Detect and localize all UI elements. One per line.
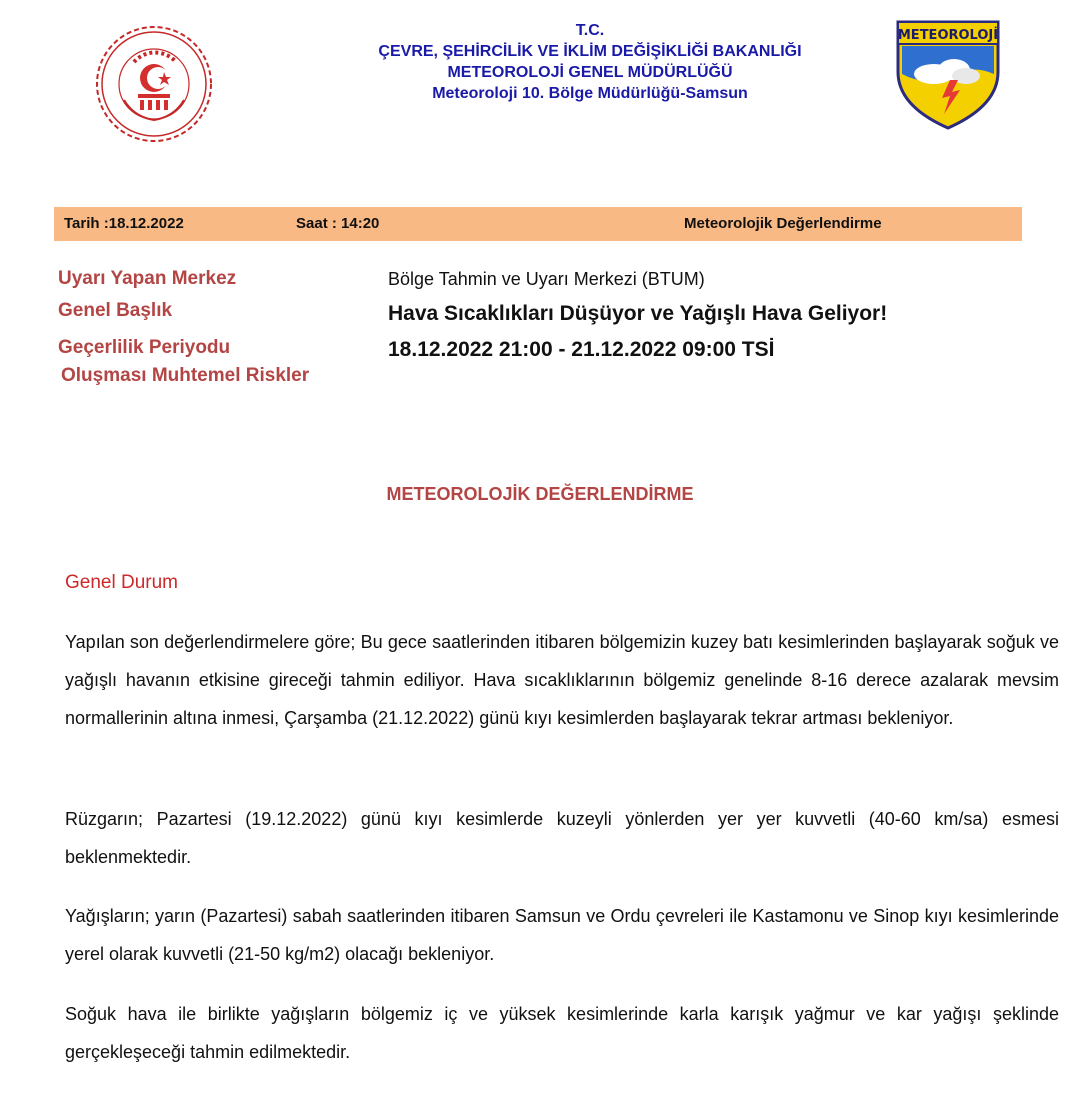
header-title-block [330, 20, 850, 104]
ministry-seal-logo [94, 22, 214, 146]
paragraph-2: Rüzgarın; Pazartesi (19.12.2022) günü kıyı kesimlerde kuzeyli yönlerden yer yer kuvvetli (40-60 km/sa) esmesi beklenmektedir. [65, 809, 1059, 867]
date-text: Tarih :18.12.2022 [64, 215, 184, 232]
info-bar [54, 207, 1022, 241]
period-label: Geçerlilik Periyodu [58, 337, 231, 358]
subhead-genel-durum: Genel Durum [65, 572, 178, 593]
logo-text: METEOROLOJİ [897, 28, 999, 43]
header-line-ministry: ÇEVRE, ŞEHİRCİLİK VE İKLİM DEĞİŞİKLİĞİ BAKANLIĞI [378, 43, 802, 60]
paragraph-4: Soğuk hava ile birlikte yağışların bölgemiz iç ve yüksek kesimlerinde karla karışık yağmur ve kar yağışı şeklinde gerçekleşeceği tahmin edilmektedir. [65, 1004, 1059, 1062]
paragraph-3: Yağışların; yarın (Pazartesi) sabah saatlerinden itibaren Samsun ve Ordu çevreleri ile Kastamonu ve Sinop kıyı kesimlerinde yerel olarak kuvvetli (21-50 kg/m2) olacağı bekleniyor. [65, 906, 1059, 964]
header-line-region: Meteoroloji 10. Bölge Müdürlüğü-Samsun [432, 85, 748, 102]
section-title: METEOROLOJİK DEĞERLENDİRME [386, 484, 694, 504]
header-line-tc: T.C. [575, 22, 605, 39]
period-value: 18.12.2022 21:00 - 21.12.2022 09:00 TSİ [388, 338, 775, 361]
time-text: Saat : 14:20 [296, 215, 380, 232]
paragraph-1: Yapılan son değerlendirmelere göre; Bu gece saatlerinden itibaren bölgemizin kuzey batı kesimlerinden başlayarak soğuk ve yağışlı havanın etkisine gireceği tahmin ediliyor. Hava sıcaklıklarının bölgemiz genelinde 8-16 derece azalarak mevsim normallerinin altına inmesi, Çarşamba (21.12.2022) günü kıyı kesimlerden başlayarak tekrar artması bekleniyor. [65, 632, 1059, 728]
center-value: Bölge Tahmin ve Uyarı Merkezi (BTUM) [388, 269, 705, 289]
header-line-directorate: METEOROLOJİ GENEL MÜDÜRLÜĞÜ [447, 64, 733, 81]
meteoroloji-logo [892, 16, 1004, 130]
title-value: Hava Sıcaklıkları Düşüyor ve Yağışlı Hava Geliyor! [388, 302, 888, 325]
center-label: Uyarı Yapan Merkez [58, 268, 237, 289]
report-type-text: Meteorolojik Değerlendirme [684, 215, 882, 232]
title-label: Genel Başlık [58, 300, 173, 321]
risks-label: Oluşması Muhtemel Riskler [61, 365, 310, 386]
